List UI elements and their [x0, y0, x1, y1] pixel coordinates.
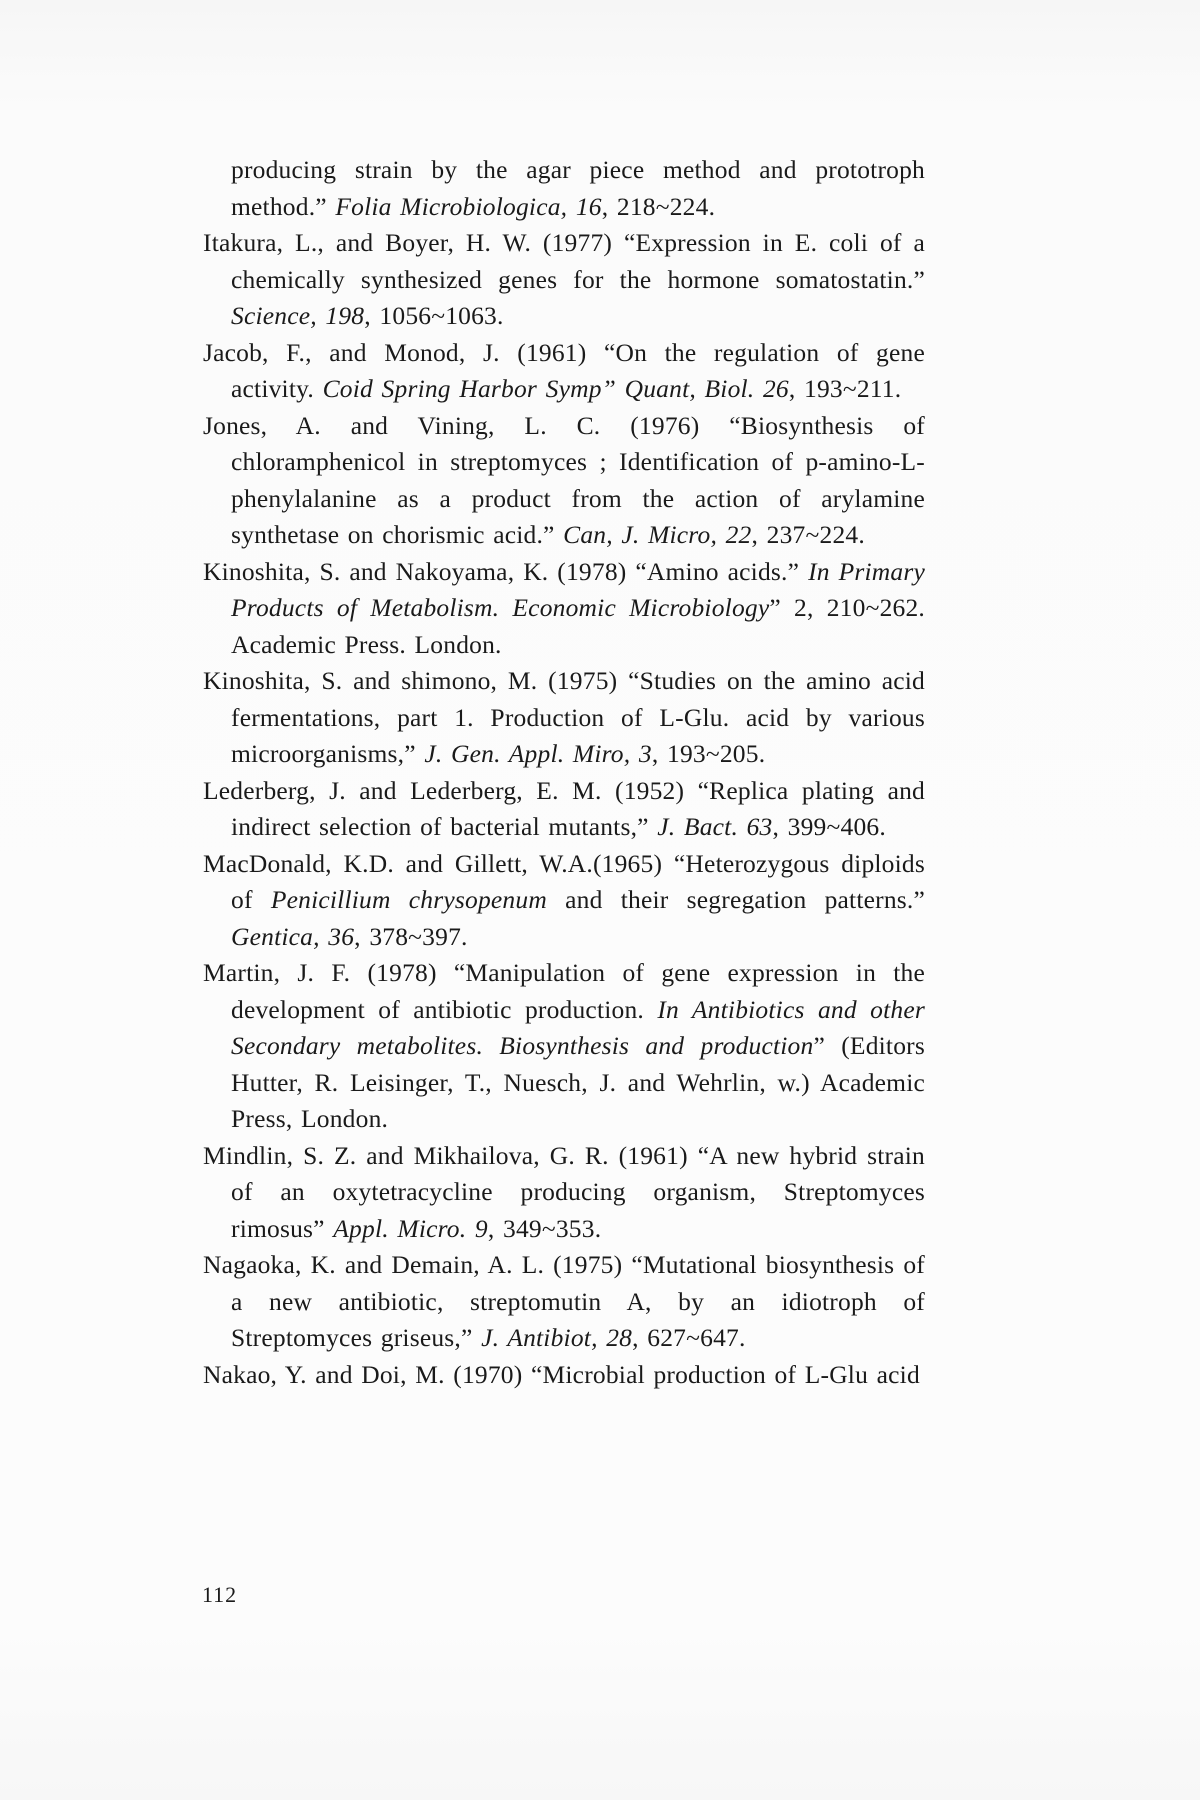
reference-text: Itakura, L., and Boyer, H. W. (1977) “Expression in E. coli of a chemically synthesized genes for the hormone somatostatin.” — [203, 228, 925, 294]
reference-text: , 193~211. — [788, 374, 902, 403]
reference-entry — [203, 955, 925, 1138]
reference-text: Jacob, F., and Monod, J. (1961) “On the regulation of gene activity. — [203, 337, 925, 403]
reference-entry — [203, 663, 925, 773]
reference-citation-italic: Appl. Micro. 9 — [333, 1213, 488, 1243]
reference-entry — [203, 335, 925, 408]
reference-citation-italic: J. Gen. Appl. Miro, 3 — [424, 739, 652, 768]
reference-text: and their segregation patterns.” — [546, 885, 926, 914]
reference-citation-italic: Science, 198 — [231, 301, 365, 330]
reference-text: , 627~647. — [632, 1323, 746, 1352]
reference-entry — [203, 408, 925, 554]
reference-entry — [203, 1138, 925, 1248]
reference-text: , 399~406. — [772, 812, 886, 841]
reference-entry — [203, 554, 925, 664]
reference-text: ” 2, 210~262. Academic Press. London. — [231, 593, 925, 659]
reference-text: , 193~205. — [651, 739, 766, 768]
reference-text: ” (Editors Hutter, R. Leisinger, T., Nuesch, J. and Wehrlin, w.) Academic Press, London. — [231, 1031, 925, 1133]
reference-text: Kinoshita, S. and Nakoyama, K. (1978) “Amino acids.” — [203, 556, 809, 586]
reference-citation-italic: Coid Spring Harbor Symp” Quant, Biol. 26 — [322, 374, 789, 403]
reference-citation-italic: In Primary Products of Metabolism. Economic Microbiology — [231, 556, 926, 622]
reference-citation-italic: Penicillium chrysopenum — [270, 885, 547, 914]
reference-text: Mindlin, S. Z. and Mikhailova, G. R. (1961) “A new hybrid strain of an oxytetracycline producing organism, Streptomyces rimosus” — [203, 1140, 925, 1243]
reference-citation-italic: Can, J. Micro, 22 — [563, 520, 752, 549]
reference-text: Nakao, Y. and Doi, M. (1970) “Microbial production of L-Glu acid — [203, 1359, 920, 1389]
reference-citation-italic: Folia Microbiologica, 16 — [335, 191, 602, 221]
page-number: 112 — [202, 1582, 238, 1607]
reference-citation-italic: J. Bact. 63 — [657, 812, 773, 841]
reference-citation-italic: J. Antibiot, 28 — [481, 1323, 633, 1352]
reference-entry — [203, 152, 925, 225]
reference-text: Lederberg, J. and Lederberg, E. M. (1952) “Replica plating and indirect selection of bacterial mutants,” — [203, 775, 925, 841]
reference-text: , 378~397. — [354, 921, 468, 951]
reference-citation-italic: Gentica, 36 — [231, 921, 355, 951]
reference-text: Nagaoka, K. and Demain, A. L. (1975) “Mutational biosynthesis of a new antibiotic, streptomutin A, by an idiotroph of Streptomyces griseus,” — [203, 1250, 925, 1352]
reference-text: Jones, A. and Vining, L. C. (1976) “Biosynthesis of chloramphenicol in streptomyces ; Identification of p-amino-L-phenylalanine as a product from the action of arylamine synthetase on chorismic acid.” — [203, 410, 925, 549]
reference-text: , 237~224. — [751, 520, 865, 549]
reference-text: producing strain by the agar piece method and prototroph method.” — [231, 155, 925, 221]
reference-text: , 349~353. — [487, 1213, 602, 1243]
reference-list — [203, 152, 925, 1393]
reference-entry — [203, 1357, 925, 1394]
reference-citation-italic: In Antibiotics and other Secondary metabolites. Biosynthesis and production — [231, 994, 925, 1060]
reference-text: MacDonald, K.D. and Gillett, W.A.(1965) “Heterozygous diploids of — [203, 848, 925, 914]
reference-entry — [203, 846, 925, 956]
reference-text: Kinoshita, S. and shimono, M. (1975) “Studies on the amino acid fermentations, part 1. Production of L-Glu. acid by various microorganisms,” — [203, 666, 925, 768]
reference-text: , 218~224. — [601, 191, 716, 221]
reference-text: , 1056~1063. — [364, 301, 504, 330]
reference-entry — [203, 225, 925, 335]
reference-entry — [203, 1247, 925, 1357]
reference-text: Martin, J. F. (1978) “Manipulation of gene expression in the development of antibiotic production. — [203, 958, 925, 1024]
reference-entry — [203, 773, 925, 846]
